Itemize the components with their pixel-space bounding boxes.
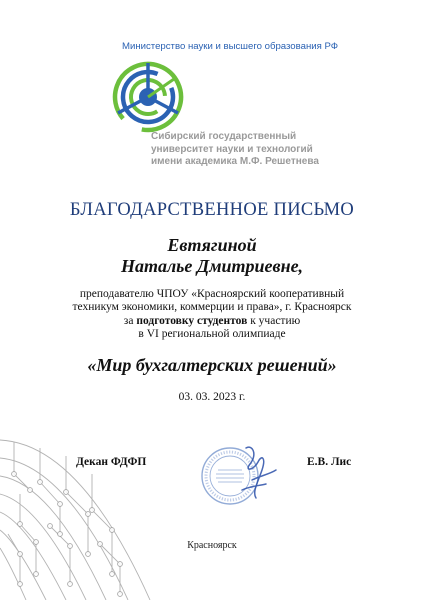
body-line-3-bold: подготовку студентов <box>136 314 248 327</box>
university-line-2: университет науки и технологий <box>151 143 313 155</box>
body-line-3-pre: за <box>123 314 134 327</box>
letter-title: БЛАГОДАРСТВЕННОЕ ПИСЬМО <box>69 200 355 220</box>
body-line-3-post: к участию <box>250 314 301 327</box>
dean-label: Декан ФДФП <box>76 456 147 468</box>
recipient-surname: Евтягиной <box>167 235 257 255</box>
city-name: Красноярск <box>187 540 237 551</box>
ministry-name: Министерство науки и высшего образования РФ <box>122 41 339 52</box>
body-line-2: техникум экономики, коммерции и права», г. Красноярск <box>72 301 352 314</box>
university-name <box>151 131 319 169</box>
university-line-3: имени академика М.Ф. Решетнева <box>151 156 319 167</box>
letter-date: 03. 03. 2023 г. <box>178 391 246 403</box>
university-logo-icon <box>108 57 188 137</box>
olympiad-name: «Мир бухгалтерских решений» <box>87 355 337 375</box>
university-line-1: Сибирский государственный <box>151 131 297 142</box>
body-line-1: преподавателю ЧПОУ «Красноярский кооперативный <box>79 288 345 300</box>
signer-name: Е.В. Лис <box>307 456 352 468</box>
recipient-name: Наталье Дмитриевне, <box>120 256 304 276</box>
body-line-4: в VI региональной олимпиаде <box>138 328 286 341</box>
seal-stamp-icon <box>196 440 280 510</box>
letter-body <box>30 288 394 342</box>
body-line-3 <box>30 315 394 328</box>
